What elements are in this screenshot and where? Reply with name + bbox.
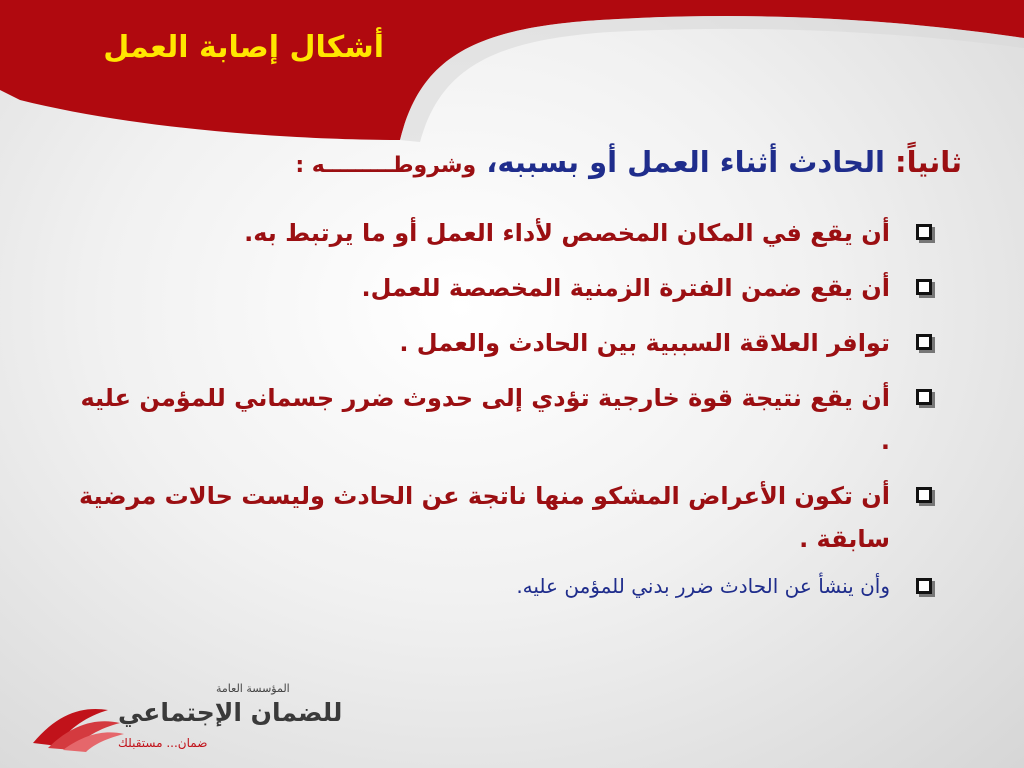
list-item [78, 569, 938, 603]
subtitle-conditions: وشروطـــــــــه : [295, 153, 477, 178]
list-item-text: أن يقع ضمن الفترة الزمنية المخصصة للعمل. [361, 274, 890, 302]
slide-title: أشكال إصابة العمل [103, 30, 384, 65]
list-item [78, 475, 938, 561]
list-item [78, 377, 938, 463]
checkbox-bullet-icon [916, 279, 932, 295]
checkbox-bullet-icon [916, 389, 932, 405]
section-subtitle [295, 145, 962, 179]
list-item [78, 322, 938, 365]
logo-name: للضمان الإجتماعي [118, 698, 343, 727]
list-item-text: أن تكون الأعراض المشكو منها ناتجة عن الحادث وليست حالات مرضية سابقة . [78, 482, 890, 553]
subtitle-text: الحادث أثناء العمل أو بسببه، [476, 145, 895, 179]
list-item [78, 212, 938, 255]
checkbox-bullet-icon [916, 487, 932, 503]
list-item [78, 267, 938, 310]
list-item-text: أن يقع في المكان المخصص لأداء العمل أو ما يرتبط به. [244, 219, 890, 247]
checkbox-bullet-icon [916, 578, 932, 594]
subtitle-prefix: ثانياً: [895, 145, 962, 179]
list-item-text: وأن ينشأ عن الحادث ضرر بدني للمؤمن عليه. [516, 574, 890, 598]
list-item-text: أن يقع نتيجة قوة خارجية تؤدي إلى حدوث ضرر جسماني للمؤمن عليه . [80, 384, 890, 455]
logo-org-line: المؤسسة العامة [216, 682, 290, 695]
header-band [0, 0, 1024, 150]
checkbox-bullet-icon [916, 224, 932, 240]
logo-tagline: ضمان... مستقبلك [118, 736, 208, 750]
conditions-list [78, 212, 938, 615]
list-item-text: توافر العلاقة السببية بين الحادث والعمل . [399, 329, 890, 357]
checkbox-bullet-icon [916, 334, 932, 350]
